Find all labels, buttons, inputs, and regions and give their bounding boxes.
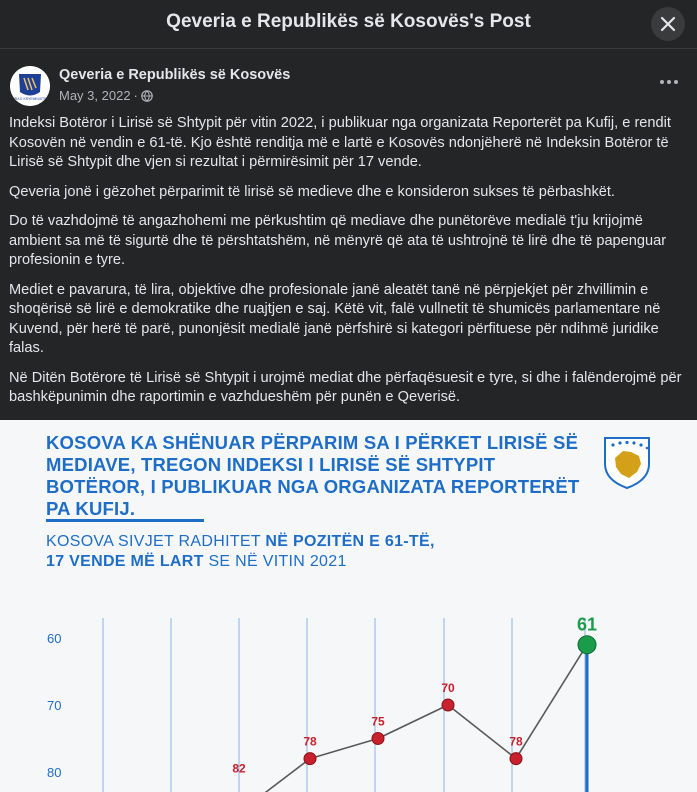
post-paragraph: Në Ditën Botërore të Lirisë së Shtypit i urojmë mediat dhe përfaqësuesit e tyre, si dhe i falënderojmë për bashkëpunimin dhe raportimin e vazhdueshëm për punën e Qeverisë. [9,369,682,405]
data-label: 75 [371,714,385,729]
data-point [372,733,384,745]
close-icon [660,16,676,32]
post-date[interactable]: May 3, 2022 [59,88,131,103]
subtitle-text: KOSOVA SIVJET RADHITET [46,533,266,550]
government-logo [10,66,50,106]
post-paragraph: Indeksi Botëror i Lirisë së Shtypit për vitin 2022, i publikuar nga organizata Reporterët pa Kufij, e rendit Kosovën në vendin e 61-të. Kjo është renditja më e lartë e Kosovës ndonjëherë në Indeksin Botëror të Lirisë së Shtypit dhe vjen si rezultat i përmirësimit për 17 vende. [9,115,671,170]
data-point [442,699,454,711]
page-avatar[interactable] [10,66,50,106]
data-point [510,753,522,765]
data-label: 78 [303,734,317,749]
series-line [310,739,378,759]
series-line [516,645,587,759]
close-button[interactable] [651,7,685,41]
infographic-title: KOSOVA KA SHËNUAR PËRPARIM SA I PËRKET LIRISË SË MEDIAVE, TREGON INDEKSI I LIRISË SË SHTYPIT BOTËROR, I PUBLIKUAR NGA ORGANIZATA REPORTERËT PA KUFIJ. [46,432,580,519]
globe-icon [141,90,153,102]
data-label: 61 [576,614,598,635]
series-line [259,759,310,792]
post-body [9,114,685,418]
data-label: 78 [509,734,523,749]
modal-title: Qeveria e Republikës së Kosovës's Post [166,11,531,32]
y-tick-label: 80 [47,765,62,780]
post-paragraph: Qeveria jonë i gëzohet përparimit të lirisë së medieve dhe e konsideron sukses të përbashkët. [9,183,615,200]
post-paragraph: Do të vazhdojmë të angazhohemi me përkushtim që mediave dhe punëtorëve medialë t'ju krijojmë ambient sa më të sigurtë dhe të përshtatshëm, në mënyrë që ata të ushtrojnë të lirë dhe të papenguar profesionin e tyre. [9,213,667,268]
subtitle-highlight: 17 VENDE MË LART [46,553,204,570]
title-divider [46,519,204,522]
data-point [304,753,316,765]
more-options-icon [659,79,679,85]
meta-separator: · [133,88,138,103]
rank-chart [0,588,697,792]
subtitle-highlight: NË POZITËN E 61-TË, [265,533,435,550]
series-line [378,705,448,739]
y-tick-label: 60 [47,631,62,646]
data-label: 82 [232,761,246,776]
series-line [448,705,516,759]
modal-header [0,0,697,49]
kosovo-coat-of-arms [597,434,657,490]
y-tick-label: 70 [47,698,62,713]
subtitle-text: SE NË VITIN 2021 [203,553,347,570]
infographic-subtitle [46,532,506,572]
post-image[interactable] [0,420,697,792]
page-name[interactable]: Qeveria e Republikës së Kosovës [59,67,291,83]
avatar-caption: ZYRA E KRYEMINISTRIT [10,97,50,101]
post-meta [59,88,153,103]
post-paragraph: Mediet e pavarura, të lira, objektive dhe profesionale janë aleatët tanë në përpjekjet për zhvillimin e shoqërisë së lirë e demokratike dhe ruajtjen e saj. Këtë vit, falë vullnetit të shumicës parlamentare në Kuvend, për herë të parë, punonjësit medialë janë përfshirë si kategori përfituese për ndihmë juridike falas. [9,281,661,356]
data-point [578,636,596,654]
more-options-button[interactable] [659,74,679,85]
data-label: 70 [441,681,455,695]
